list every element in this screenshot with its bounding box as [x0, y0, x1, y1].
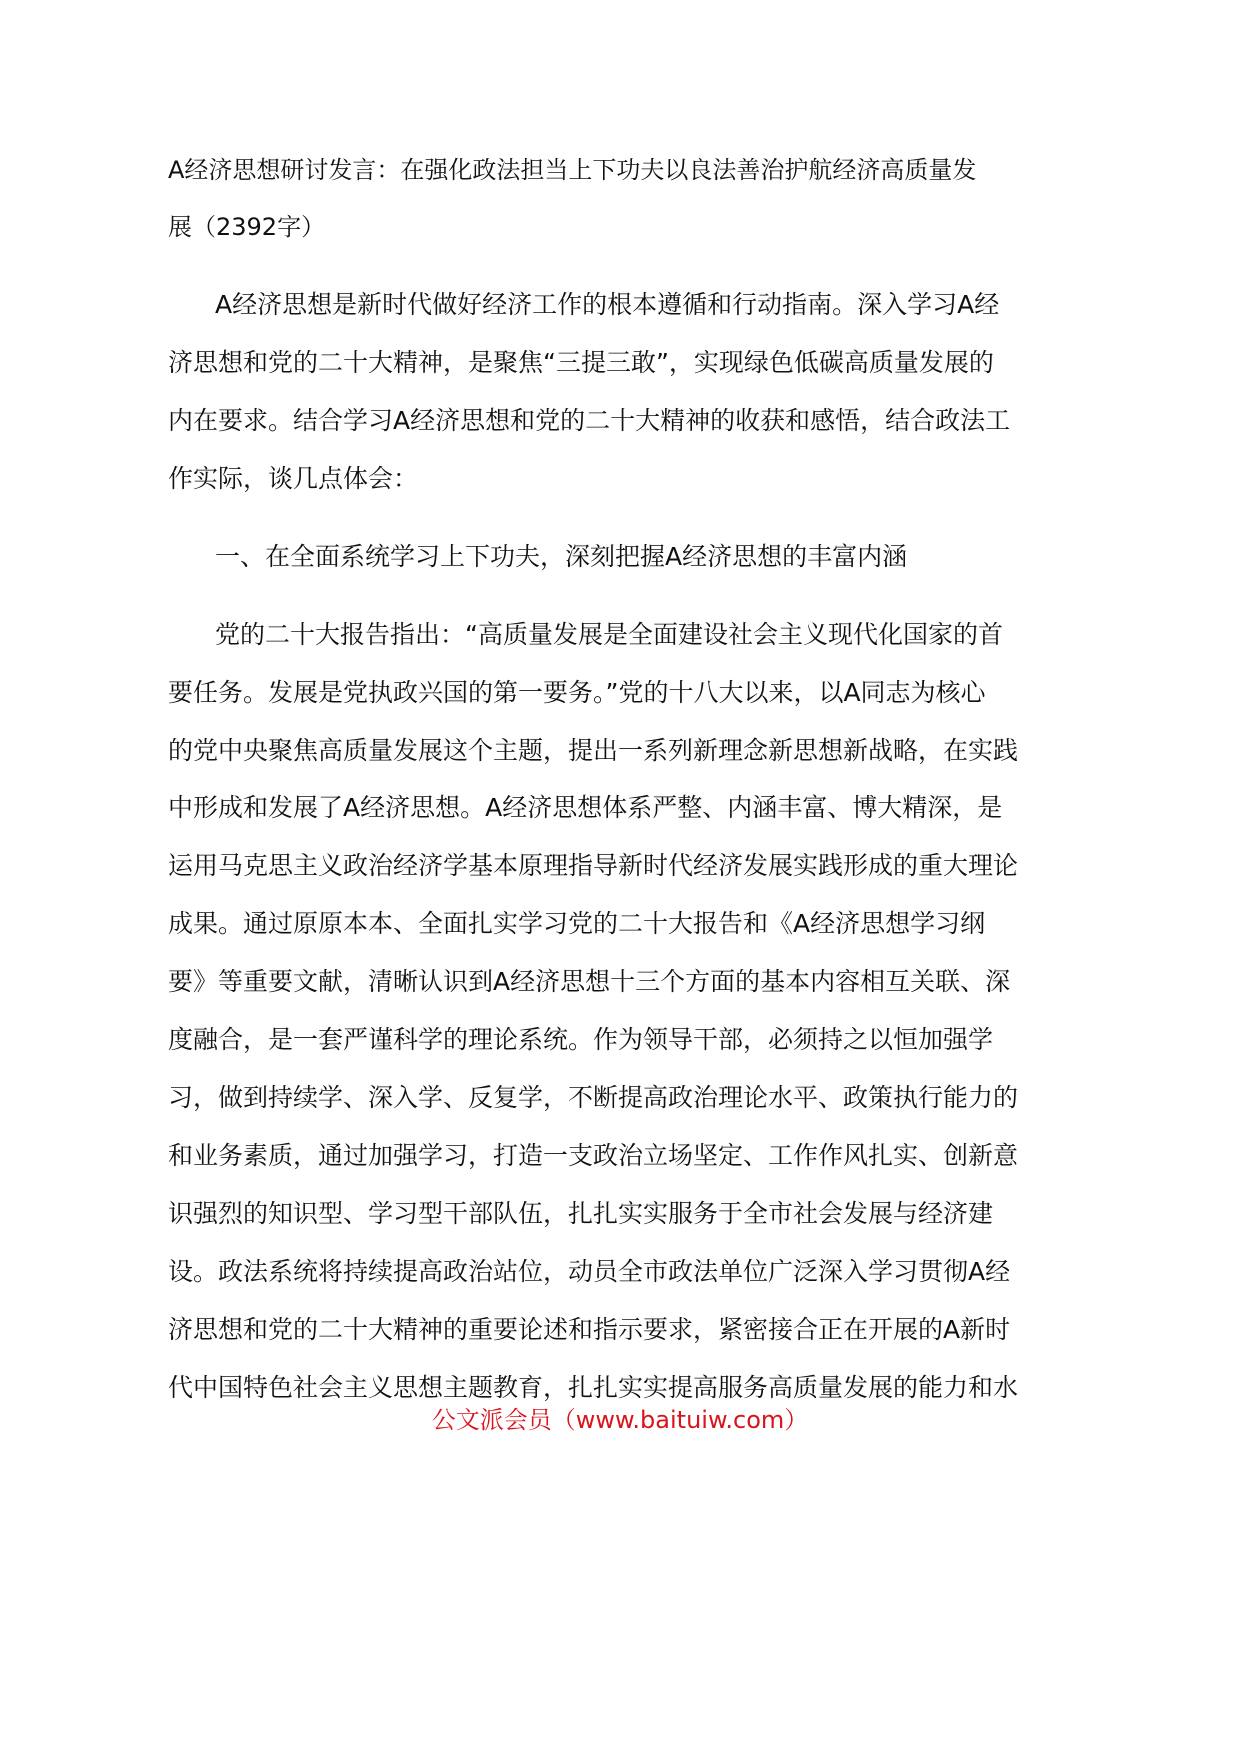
body-line: 中形成和发展了A经济思想。A经济思想体系严整、内涵丰富、博大精深，是 — [168, 793, 1003, 822]
body-line: 成果。通过原原本本、全面扎实学习党的二十大报告和《A经济思想学习纲 — [168, 909, 986, 938]
body-line: 的党中央聚焦高质量发展这个主题，提出一系列新理念新思想新战略，在实践 — [168, 736, 1019, 765]
footer-member-link[interactable]: 公文派会员（www.baituiw.com） — [431, 1406, 809, 1434]
intro-line: 内在要求。结合学习A经济思想和党的二十大精神的收获和感悟，结合政法工 — [168, 406, 1011, 435]
body-line: 要任务。发展是党执政兴国的第一要务。”党的十八大以来，以A同志为核心 — [168, 678, 986, 707]
body-line: 代中国特色社会主义思想主题教育，扎扎实实提高服务高质量发展的能力和水 — [168, 1373, 1019, 1402]
intro-line: A经济思想是新时代做好经济工作的根本遵循和行动指南。深入学习A经 — [215, 290, 1000, 319]
body-line: 度融合，是一套严谨科学的理论系统。作为领导干部，必须持之以恒加强学 — [168, 1025, 994, 1054]
document-title-line-1: A经济思想研讨发言：在强化政法担当上下功夫以良法善治护航经济高质量发 — [168, 156, 977, 184]
document-title-line-2: 展（2392字） — [168, 213, 326, 241]
body-line: 习，做到持续学、深入学、反复学，不断提高政治理论水平、政策执行能力的 — [168, 1083, 1019, 1112]
body-line: 和业务素质，通过加强学习，打造一支政治立场坚定、工作作风扎实、创新意 — [168, 1141, 1019, 1170]
intro-line: 济思想和党的二十大精神，是聚焦“三提三敢”，实现绿色低碳高质量发展的 — [168, 348, 994, 377]
body-line: 设。政法系统将持续提高政治站位，动员全市政法单位广泛深入学习贯彻A经 — [168, 1257, 1011, 1286]
body-line: 要》等重要文献，清晰认识到A经济思想十三个方面的基本内容相互关联、深 — [168, 967, 1011, 996]
section-heading-1: 一、在全面系统学习上下功夫，深刻把握A经济思想的丰富内涵 — [215, 542, 908, 571]
body-line: 运用马克思主义政治经济学基本原理指导新时代经济发展实践形成的重大理论 — [168, 851, 1019, 880]
body-line: 党的二十大报告指出：“高质量发展是全面建设社会主义现代化国家的首 — [215, 620, 1003, 649]
body-line: 济思想和党的二十大精神的重要论述和指示要求，紧密接合正在开展的A新时 — [168, 1315, 1011, 1344]
body-line: 识强烈的知识型、学习型干部队伍，扎扎实实服务于全市社会发展与经济建 — [168, 1199, 994, 1228]
intro-line: 作实际，谈几点体会： — [168, 464, 419, 493]
